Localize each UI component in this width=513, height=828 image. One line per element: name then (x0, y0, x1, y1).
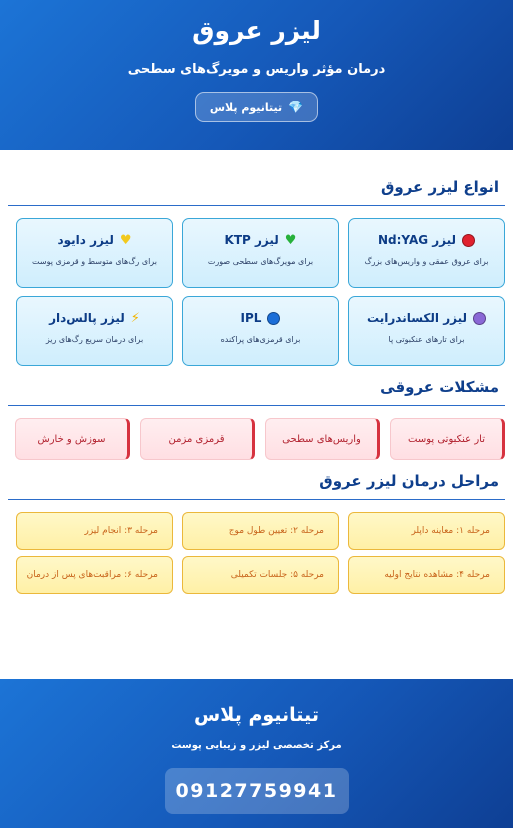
footer (0, 679, 513, 828)
problems-title: مشکلات عروقی (8, 378, 505, 406)
step-card[interactable]: مرحله ۲: تعیین طول موج (182, 512, 339, 550)
laser-card-desc: برای تارهای عنکبوتی پا (388, 335, 465, 344)
problem-chip[interactable]: سوزش و خارش (15, 418, 130, 460)
laser-card-desc: برای عروق عمقی و واریس‌های بزرگ (364, 257, 489, 266)
laser-card-desc: برای رگ‌های متوسط و قرمزی پوست (32, 257, 157, 266)
laser-card-ktp[interactable] (182, 218, 339, 288)
step-card[interactable]: مرحله ۴: مشاهده نتایج اولیه (348, 556, 505, 594)
brand-badge-label: تیتانیوم پلاس (209, 100, 283, 114)
blue-circle-icon (267, 312, 280, 325)
green-heart-icon: ♥ (284, 232, 297, 248)
page-subtitle: درمان مؤثر واریس و مویرگ‌های سطحی (127, 62, 386, 77)
yellow-heart-icon: ♥ (119, 232, 132, 248)
phone-number-button[interactable]: 09127759941 (165, 768, 349, 814)
brand-badge[interactable] (195, 92, 318, 122)
problem-chip[interactable]: تار عنکبوتی پوست (390, 418, 505, 460)
problem-chip[interactable]: قرمزی مزمن (140, 418, 255, 460)
laser-card-name: لیزر پالس‌دار (49, 311, 125, 325)
problem-chip[interactable]: واریس‌های سطحی (265, 418, 380, 460)
laser-card-ipl[interactable] (182, 296, 339, 366)
laser-card-alexandrite[interactable] (348, 296, 505, 366)
laser-card-desc: برای درمان سریع رگ‌های ریز (45, 335, 144, 344)
step-card[interactable]: مرحله ۶: مراقبت‌های پس از درمان (16, 556, 173, 594)
laser-card-pulsed[interactable] (16, 296, 173, 366)
laser-card-name: لیزر دایود (57, 233, 114, 247)
laser-card-name: لیزر الکساندرایت (367, 311, 467, 325)
laser-types-section (0, 178, 513, 366)
lightning-icon: ⚡ (130, 310, 140, 326)
laser-card-name: لیزر Nd:YAG (377, 233, 457, 247)
footer-subtitle: مرکز تخصصی لیزر و زیبایی پوست (171, 740, 342, 751)
laser-types-title: انواع لیزر عروق (8, 178, 505, 206)
laser-card-desc: برای مویرگ‌های سطحی صورت (207, 257, 314, 266)
red-circle-icon (462, 234, 475, 247)
laser-card-ndyag[interactable] (348, 218, 505, 288)
laser-card-diode[interactable] (16, 218, 173, 288)
step-card[interactable]: مرحله ۱: معاینه داپلر (348, 512, 505, 550)
laser-card-name: IPL (240, 311, 262, 325)
step-card[interactable]: مرحله ۳: انجام لیزر (16, 512, 173, 550)
problems-section (0, 378, 513, 460)
gem-icon: 💎 (288, 100, 304, 114)
steps-title: مراحل درمان لیزر عروق (8, 472, 505, 500)
hero-header (0, 0, 513, 150)
laser-card-desc: برای قرمزی‌های پراکنده (220, 335, 301, 344)
page-title: لیزر عروق (192, 16, 321, 45)
laser-card-name: لیزر KTP (224, 233, 279, 247)
step-card[interactable]: مرحله ۵: جلسات تکمیلی (182, 556, 339, 594)
purple-circle-icon (473, 312, 486, 325)
steps-section (0, 472, 513, 594)
footer-title: تیتانیوم پلاس (194, 704, 319, 726)
